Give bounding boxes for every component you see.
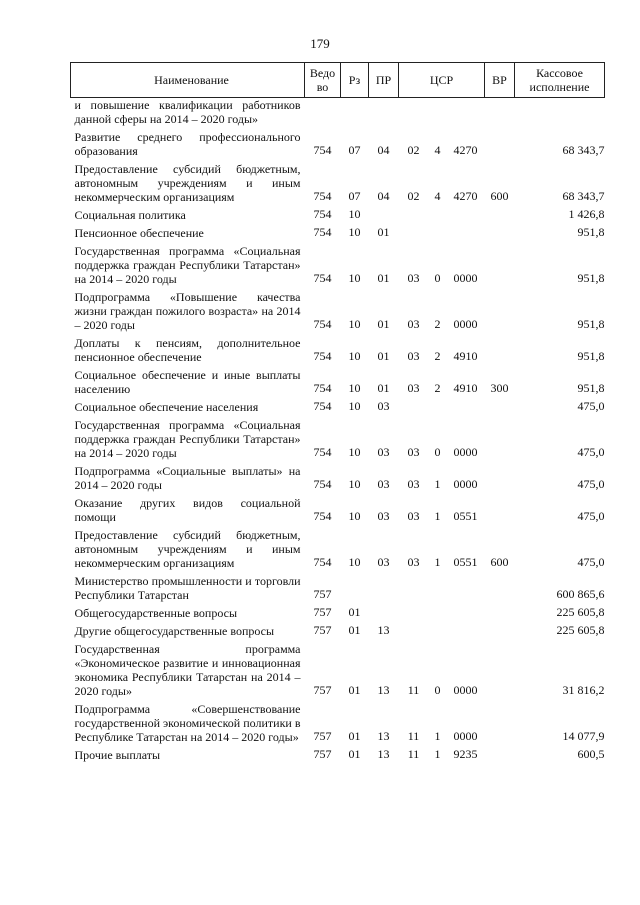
cell-csr-program: 03 <box>407 555 420 569</box>
cell-csr-program: 11 <box>407 729 420 743</box>
cell-rz: 10 <box>348 399 361 413</box>
cell-csr-program <box>399 222 429 240</box>
cell-csr-subprogram <box>429 98 447 127</box>
header-name: Наименование <box>71 63 305 98</box>
cell-csr-direction <box>447 602 485 620</box>
cell-name: Развитие среднего профессионального образования <box>74 130 301 158</box>
table-row <box>71 698 605 744</box>
cell-pr: 04 <box>377 189 390 203</box>
cell-ved: 757 <box>313 747 332 761</box>
cell-csr-direction <box>447 570 485 602</box>
cell-rz: 01 <box>348 623 361 637</box>
cell-csr-direction <box>447 98 485 127</box>
cell-pr <box>369 602 399 620</box>
cell-csr-program: 02 <box>407 189 420 203</box>
cell-ved: 754 <box>313 189 332 203</box>
cell-vr <box>485 222 515 240</box>
cell-vr <box>485 396 515 414</box>
cell-name: Предоставление субсидий бюджетным, автономным учреждениям и иным некоммерческим организациям <box>74 528 301 570</box>
cell-vr: 300 <box>490 381 509 395</box>
cell-vr <box>485 620 515 638</box>
cell-csr-direction: 0551 <box>453 555 478 569</box>
cell-amount: 225 605,8 <box>556 605 605 619</box>
cell-amount: 600,5 <box>577 747 605 761</box>
cell-pr: 01 <box>377 225 390 239</box>
cell-pr: 13 <box>377 729 390 743</box>
cell-csr-program: 11 <box>407 747 420 761</box>
cell-csr-direction: 4270 <box>453 189 478 203</box>
cell-pr: 04 <box>377 143 390 157</box>
cell-vr: 600 <box>490 555 509 569</box>
cell-pr <box>369 98 399 127</box>
cell-csr-direction: 0000 <box>453 729 478 743</box>
cell-rz: 01 <box>348 747 361 761</box>
cell-ved: 754 <box>313 143 332 157</box>
cell-csr-program <box>399 98 429 127</box>
cell-rz: 10 <box>348 349 361 363</box>
cell-csr-program: 02 <box>407 143 420 157</box>
cell-vr <box>485 98 515 127</box>
cell-csr-program: 03 <box>407 509 420 523</box>
cell-rz: 01 <box>348 605 361 619</box>
cell-csr-subprogram: 1 <box>434 509 441 523</box>
cell-name: Оказание других видов социальной помощи <box>74 496 301 524</box>
cell-csr-subprogram: 4 <box>434 143 441 157</box>
cell-pr: 03 <box>377 399 390 413</box>
cell-csr-direction: 0000 <box>453 445 478 459</box>
cell-rz: 10 <box>348 207 361 221</box>
header-amount: Кассовое исполнение <box>515 63 605 98</box>
cell-name: Государственная программа «Социальная поддержка граждан Республики Татарстан» на 2014 – 2020 годы <box>74 244 301 286</box>
cell-name: Министерство промышленности и торговли Республики Татарстан <box>74 574 301 602</box>
cell-name: Социальная политика <box>74 208 186 222</box>
cell-csr-program: 03 <box>407 445 420 459</box>
cell-vr <box>485 744 515 762</box>
cell-rz: 07 <box>348 143 361 157</box>
cell-pr: 01 <box>377 271 390 285</box>
cell-amount: 600 865,6 <box>556 587 605 601</box>
cell-pr: 13 <box>377 747 390 761</box>
cell-csr-direction: 0000 <box>453 683 478 697</box>
cell-amount: 951,8 <box>577 317 605 331</box>
cell-csr-direction <box>447 204 485 222</box>
cell-csr-subprogram: 1 <box>434 477 441 491</box>
cell-name: и повышение квалификации работников данной сферы на 2014 – 2020 годы» <box>74 98 301 126</box>
table-row <box>71 126 605 158</box>
cell-ved <box>305 98 341 127</box>
cell-csr-program: 03 <box>407 317 420 331</box>
header-vr: ВР <box>485 63 515 98</box>
table-row <box>71 222 605 240</box>
header-pr: ПР <box>369 63 399 98</box>
table-row <box>71 158 605 204</box>
cell-amount: 475,0 <box>577 555 605 569</box>
cell-name: Общегосударственные вопросы <box>74 606 238 620</box>
table-row <box>71 396 605 414</box>
cell-csr-program: 03 <box>407 381 420 395</box>
cell-pr: 01 <box>377 317 390 331</box>
cell-name: Доплаты к пенсиям, дополнительное пенсионное обеспечение <box>74 336 301 364</box>
cell-ved: 757 <box>313 683 332 697</box>
table-row <box>71 570 605 602</box>
cell-csr-subprogram <box>429 396 447 414</box>
cell-csr-subprogram: 4 <box>434 189 441 203</box>
cell-csr-subprogram <box>429 620 447 638</box>
cell-name: Государственная программа «Экономическое развитие и инновационная экономика Республики Татарстан на 2014 – 2020 годы» <box>74 642 301 698</box>
cell-csr-subprogram: 0 <box>434 271 441 285</box>
cell-amount: 475,0 <box>577 399 605 413</box>
cell-amount: 475,0 <box>577 509 605 523</box>
table-row <box>71 460 605 492</box>
cell-csr-direction: 4910 <box>453 381 478 395</box>
cell-vr <box>485 570 515 602</box>
cell-vr <box>485 492 515 524</box>
cell-ved: 757 <box>313 605 332 619</box>
cell-csr-subprogram: 0 <box>434 683 441 697</box>
cell-ved: 757 <box>313 587 332 601</box>
cell-ved: 757 <box>313 729 332 743</box>
cell-csr-direction: 0000 <box>453 271 478 285</box>
cell-csr-direction: 4270 <box>453 143 478 157</box>
cell-csr-subprogram: 1 <box>434 747 441 761</box>
cell-rz: 10 <box>348 555 361 569</box>
cell-ved: 754 <box>313 555 332 569</box>
cell-csr-subprogram <box>429 222 447 240</box>
table-row <box>71 492 605 524</box>
cell-pr: 03 <box>377 445 390 459</box>
cell-ved: 754 <box>313 477 332 491</box>
cell-csr-direction <box>447 222 485 240</box>
cell-vr <box>485 602 515 620</box>
cell-pr: 13 <box>377 623 390 637</box>
cell-vr <box>485 126 515 158</box>
cell-name: Подпрограмма «Совершенствование государственной экономической политики в Республике Татарстан на 2014 – 2020 годы» <box>74 702 301 744</box>
table-row <box>71 638 605 698</box>
cell-amount: 475,0 <box>577 445 605 459</box>
table-row <box>71 414 605 460</box>
cell-pr: 03 <box>377 477 390 491</box>
cell-csr-direction: 9235 <box>453 747 478 761</box>
cell-ved: 757 <box>313 623 332 637</box>
cell-amount: 1 426,8 <box>568 207 605 221</box>
table-body <box>71 98 605 763</box>
cell-vr <box>485 204 515 222</box>
cell-amount <box>515 98 605 127</box>
cell-csr-subprogram <box>429 204 447 222</box>
cell-csr-program <box>399 620 429 638</box>
cell-name: Другие общегосударственные вопросы <box>74 624 275 638</box>
cell-name: Социальное обеспечение населения <box>74 400 259 414</box>
cell-amount: 68 343,7 <box>562 143 605 157</box>
cell-ved: 754 <box>313 271 332 285</box>
cell-csr-subprogram: 0 <box>434 445 441 459</box>
cell-amount: 14 077,9 <box>562 729 605 743</box>
header-rz: Рз <box>341 63 369 98</box>
cell-vr <box>485 414 515 460</box>
cell-csr-subprogram: 1 <box>434 729 441 743</box>
table-row <box>71 744 605 762</box>
table-row <box>71 332 605 364</box>
cell-csr-program <box>399 570 429 602</box>
table-row <box>71 204 605 222</box>
cell-csr-subprogram: 2 <box>434 349 441 363</box>
cell-rz: 10 <box>348 317 361 331</box>
table-row <box>71 602 605 620</box>
table-row <box>71 98 605 127</box>
cell-amount: 951,8 <box>577 271 605 285</box>
cell-csr-subprogram: 2 <box>434 317 441 331</box>
cell-name: Государственная программа «Социальная поддержка граждан Республики Татарстан» на 2014 – 2020 годы <box>74 418 301 460</box>
cell-amount: 951,8 <box>577 381 605 395</box>
cell-csr-direction: 0000 <box>453 317 478 331</box>
cell-csr-program <box>399 396 429 414</box>
cell-pr: 03 <box>377 509 390 523</box>
cell-pr <box>369 204 399 222</box>
cell-name: Подпрограмма «Социальные выплаты» на 2014 – 2020 годы <box>74 464 301 492</box>
cell-csr-program: 03 <box>407 271 420 285</box>
cell-pr <box>369 570 399 602</box>
cell-ved: 754 <box>313 445 332 459</box>
cell-amount: 475,0 <box>577 477 605 491</box>
table-row <box>71 240 605 286</box>
cell-ved: 754 <box>313 207 332 221</box>
cell-pr: 03 <box>377 555 390 569</box>
cell-csr-subprogram: 1 <box>434 555 441 569</box>
cell-vr <box>485 240 515 286</box>
cell-vr <box>485 698 515 744</box>
cell-csr-direction <box>447 396 485 414</box>
cell-rz: 10 <box>348 225 361 239</box>
cell-rz: 10 <box>348 509 361 523</box>
budget-table <box>70 62 605 762</box>
cell-ved: 754 <box>313 509 332 523</box>
table-row <box>71 364 605 396</box>
cell-rz: 10 <box>348 271 361 285</box>
cell-vr <box>485 332 515 364</box>
cell-vr <box>485 460 515 492</box>
cell-csr-program: 11 <box>407 683 420 697</box>
page-number: 179 <box>310 36 330 51</box>
cell-rz: 01 <box>348 729 361 743</box>
table-header-row <box>71 63 605 98</box>
cell-vr <box>485 638 515 698</box>
cell-csr-subprogram: 2 <box>434 381 441 395</box>
cell-amount: 225 605,8 <box>556 623 605 637</box>
cell-rz: 10 <box>348 381 361 395</box>
cell-amount: 951,8 <box>577 349 605 363</box>
cell-pr: 13 <box>377 683 390 697</box>
cell-csr-program <box>399 602 429 620</box>
cell-csr-program: 03 <box>407 349 420 363</box>
cell-pr: 01 <box>377 381 390 395</box>
cell-vr: 600 <box>490 189 509 203</box>
cell-csr-direction: 4910 <box>453 349 478 363</box>
cell-ved: 754 <box>313 317 332 331</box>
cell-csr-direction: 0551 <box>453 509 478 523</box>
table-row <box>71 620 605 638</box>
cell-vr <box>485 286 515 332</box>
header-ved: Ведо во <box>305 63 341 98</box>
cell-ved: 754 <box>313 399 332 413</box>
cell-rz: 07 <box>348 189 361 203</box>
cell-name: Пенсионное обеспечение <box>74 226 204 240</box>
cell-csr-subprogram <box>429 602 447 620</box>
cell-amount: 31 816,2 <box>562 683 605 697</box>
cell-rz <box>341 98 369 127</box>
cell-csr-program: 03 <box>407 477 420 491</box>
cell-name: Прочие выплаты <box>74 748 161 762</box>
cell-rz: 10 <box>348 477 361 491</box>
cell-ved: 754 <box>313 381 332 395</box>
cell-csr-subprogram <box>429 570 447 602</box>
cell-rz: 10 <box>348 445 361 459</box>
cell-ved: 754 <box>313 349 332 363</box>
cell-csr-direction: 0000 <box>453 477 478 491</box>
cell-rz <box>341 570 369 602</box>
cell-rz: 01 <box>348 683 361 697</box>
header-csr: ЦСР <box>399 63 485 98</box>
cell-name: Подпрограмма «Повышение качества жизни граждан пожилого возраста» на 2014 – 2020 годы <box>74 290 301 332</box>
cell-name: Социальное обеспечение и иные выплаты населению <box>74 368 301 396</box>
cell-ved: 754 <box>313 225 332 239</box>
cell-name: Предоставление субсидий бюджетным, автономным учреждениям и иным некоммерческим организациям <box>74 162 301 204</box>
cell-csr-program <box>399 204 429 222</box>
table-row <box>71 524 605 570</box>
table-row <box>71 286 605 332</box>
cell-amount: 68 343,7 <box>562 189 605 203</box>
cell-pr: 01 <box>377 349 390 363</box>
cell-csr-direction <box>447 620 485 638</box>
cell-amount: 951,8 <box>577 225 605 239</box>
